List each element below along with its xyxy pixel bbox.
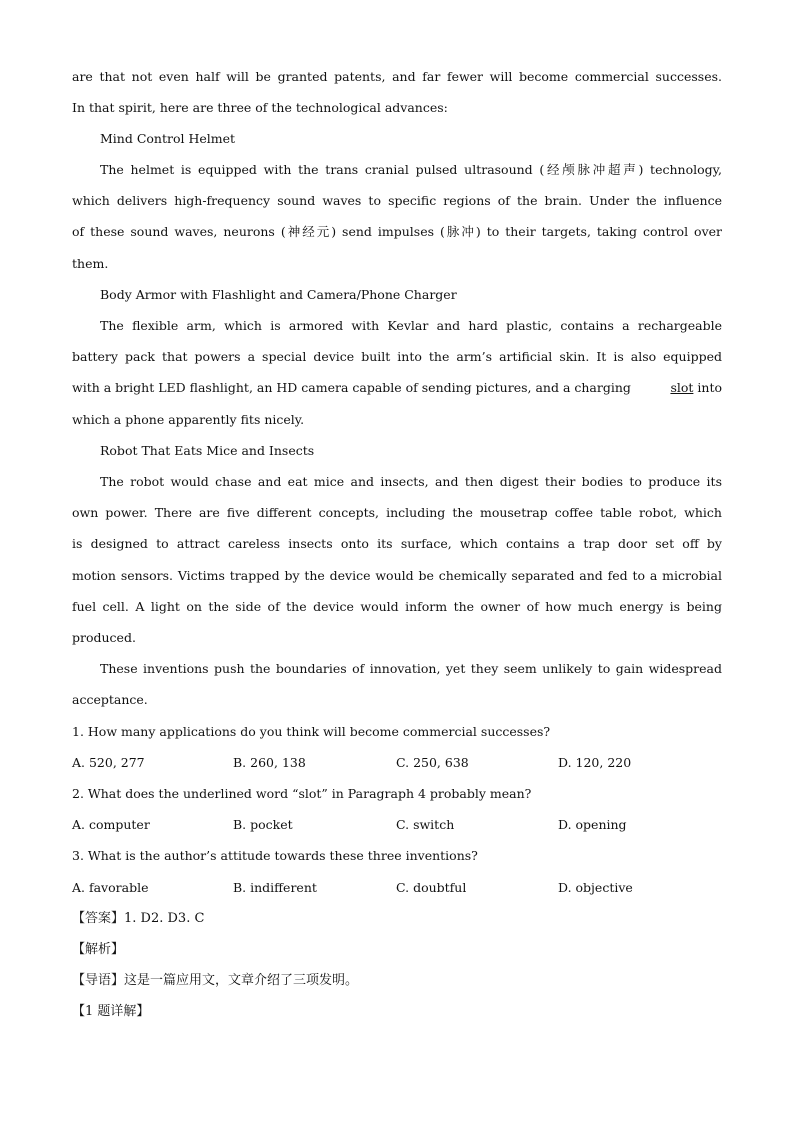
option-c[interactable]: C. doubtful	[396, 880, 467, 895]
passage-line: which a phone apparently fits nicely.	[72, 412, 305, 427]
option-b[interactable]: B. indifferent	[233, 880, 317, 895]
guide-text: 这是一篇应用文，文章介绍了三项发明。	[124, 973, 359, 988]
passage-line: In that spirit, here are three of the technological advances:	[72, 100, 448, 115]
option-a[interactable]: A. computer	[72, 817, 150, 832]
passage-text: into	[697, 380, 722, 395]
passage-line	[72, 380, 722, 396]
passage-line: battery pack that powers a special device built into the arm’s artificial skin. It is also equipped	[72, 349, 722, 364]
passage-line: is designed to attract careless insects onto its surface, which contains a trap door set off by	[72, 536, 722, 551]
passage-line: own power. There are five different concepts, including the mousetrap coffee table robot, which	[72, 505, 722, 520]
section-heading: Mind Control Helmet	[100, 131, 236, 146]
passage-line: These inventions push the boundaries of innovation, yet they seem unlikely to gain widespread	[100, 661, 722, 676]
answer-text: 1. D2. D3. C	[124, 911, 205, 926]
option-d[interactable]: D. opening	[558, 817, 627, 832]
passage-line: The helmet is equipped with the trans cranial pulsed ultrasound (经颅脉冲超声) technology,	[100, 162, 722, 177]
detail-label: 【1 题详解】	[72, 1004, 150, 1019]
option-a[interactable]: A. favorable	[72, 880, 149, 895]
option-a[interactable]: A. 520, 277	[72, 755, 145, 770]
section-heading: Robot That Eats Mice and Insects	[100, 443, 315, 458]
passage-line: of these sound waves, neurons (神经元) send impulses (脉冲) to their targets, taking control over	[72, 224, 722, 239]
question-text: 2. What does the underlined word “slot” in Paragraph 4 probably mean?	[72, 786, 532, 801]
option-d[interactable]: D. objective	[558, 880, 633, 895]
passage-line: The flexible arm, which is armored with Kevlar and hard plastic, contains a rechargeable	[100, 318, 722, 333]
passage-line: The robot would chase and eat mice and insects, and then digest their bodies to produce its	[100, 474, 722, 489]
section-heading: Body Armor with Flashlight and Camera/Phone Charger	[100, 287, 457, 302]
passage-line: are that not even half will be granted patents, and far fewer will become commercial successes.	[72, 69, 722, 84]
guide-label: 【导语】	[72, 973, 125, 988]
analysis-label: 【解析】	[72, 942, 125, 957]
option-b[interactable]: B. 260, 138	[233, 755, 306, 770]
option-c[interactable]: C. 250, 638	[396, 755, 469, 770]
passage-line: fuel cell. A light on the side of the device would inform the owner of how much energy is being	[72, 599, 722, 614]
passage-text: with a bright LED flashlight, an HD camera capable of sending pictures, and a charging	[72, 380, 631, 395]
passage-line: acceptance.	[72, 692, 148, 707]
question-text: 1. How many applications do you think will become commercial successes?	[72, 724, 551, 739]
passage-line: produced.	[72, 630, 136, 645]
passage-line: motion sensors. Victims trapped by the device would be chemically separated and fed to a microbial	[72, 568, 722, 583]
option-c[interactable]: C. switch	[396, 817, 455, 832]
question-text: 3. What is the author’s attitude towards these three inventions?	[72, 848, 478, 863]
underlined-word: slot	[670, 380, 694, 395]
option-b[interactable]: B. pocket	[233, 817, 293, 832]
guide-line	[72, 973, 358, 989]
passage-line: which delivers high-frequency sound waves to specific regions of the brain. Under the influence	[72, 193, 722, 208]
answer-label: 【答案】	[72, 911, 125, 926]
answer-line	[72, 911, 204, 927]
passage-line: them.	[72, 256, 109, 271]
option-d[interactable]: D. 120, 220	[558, 755, 632, 770]
